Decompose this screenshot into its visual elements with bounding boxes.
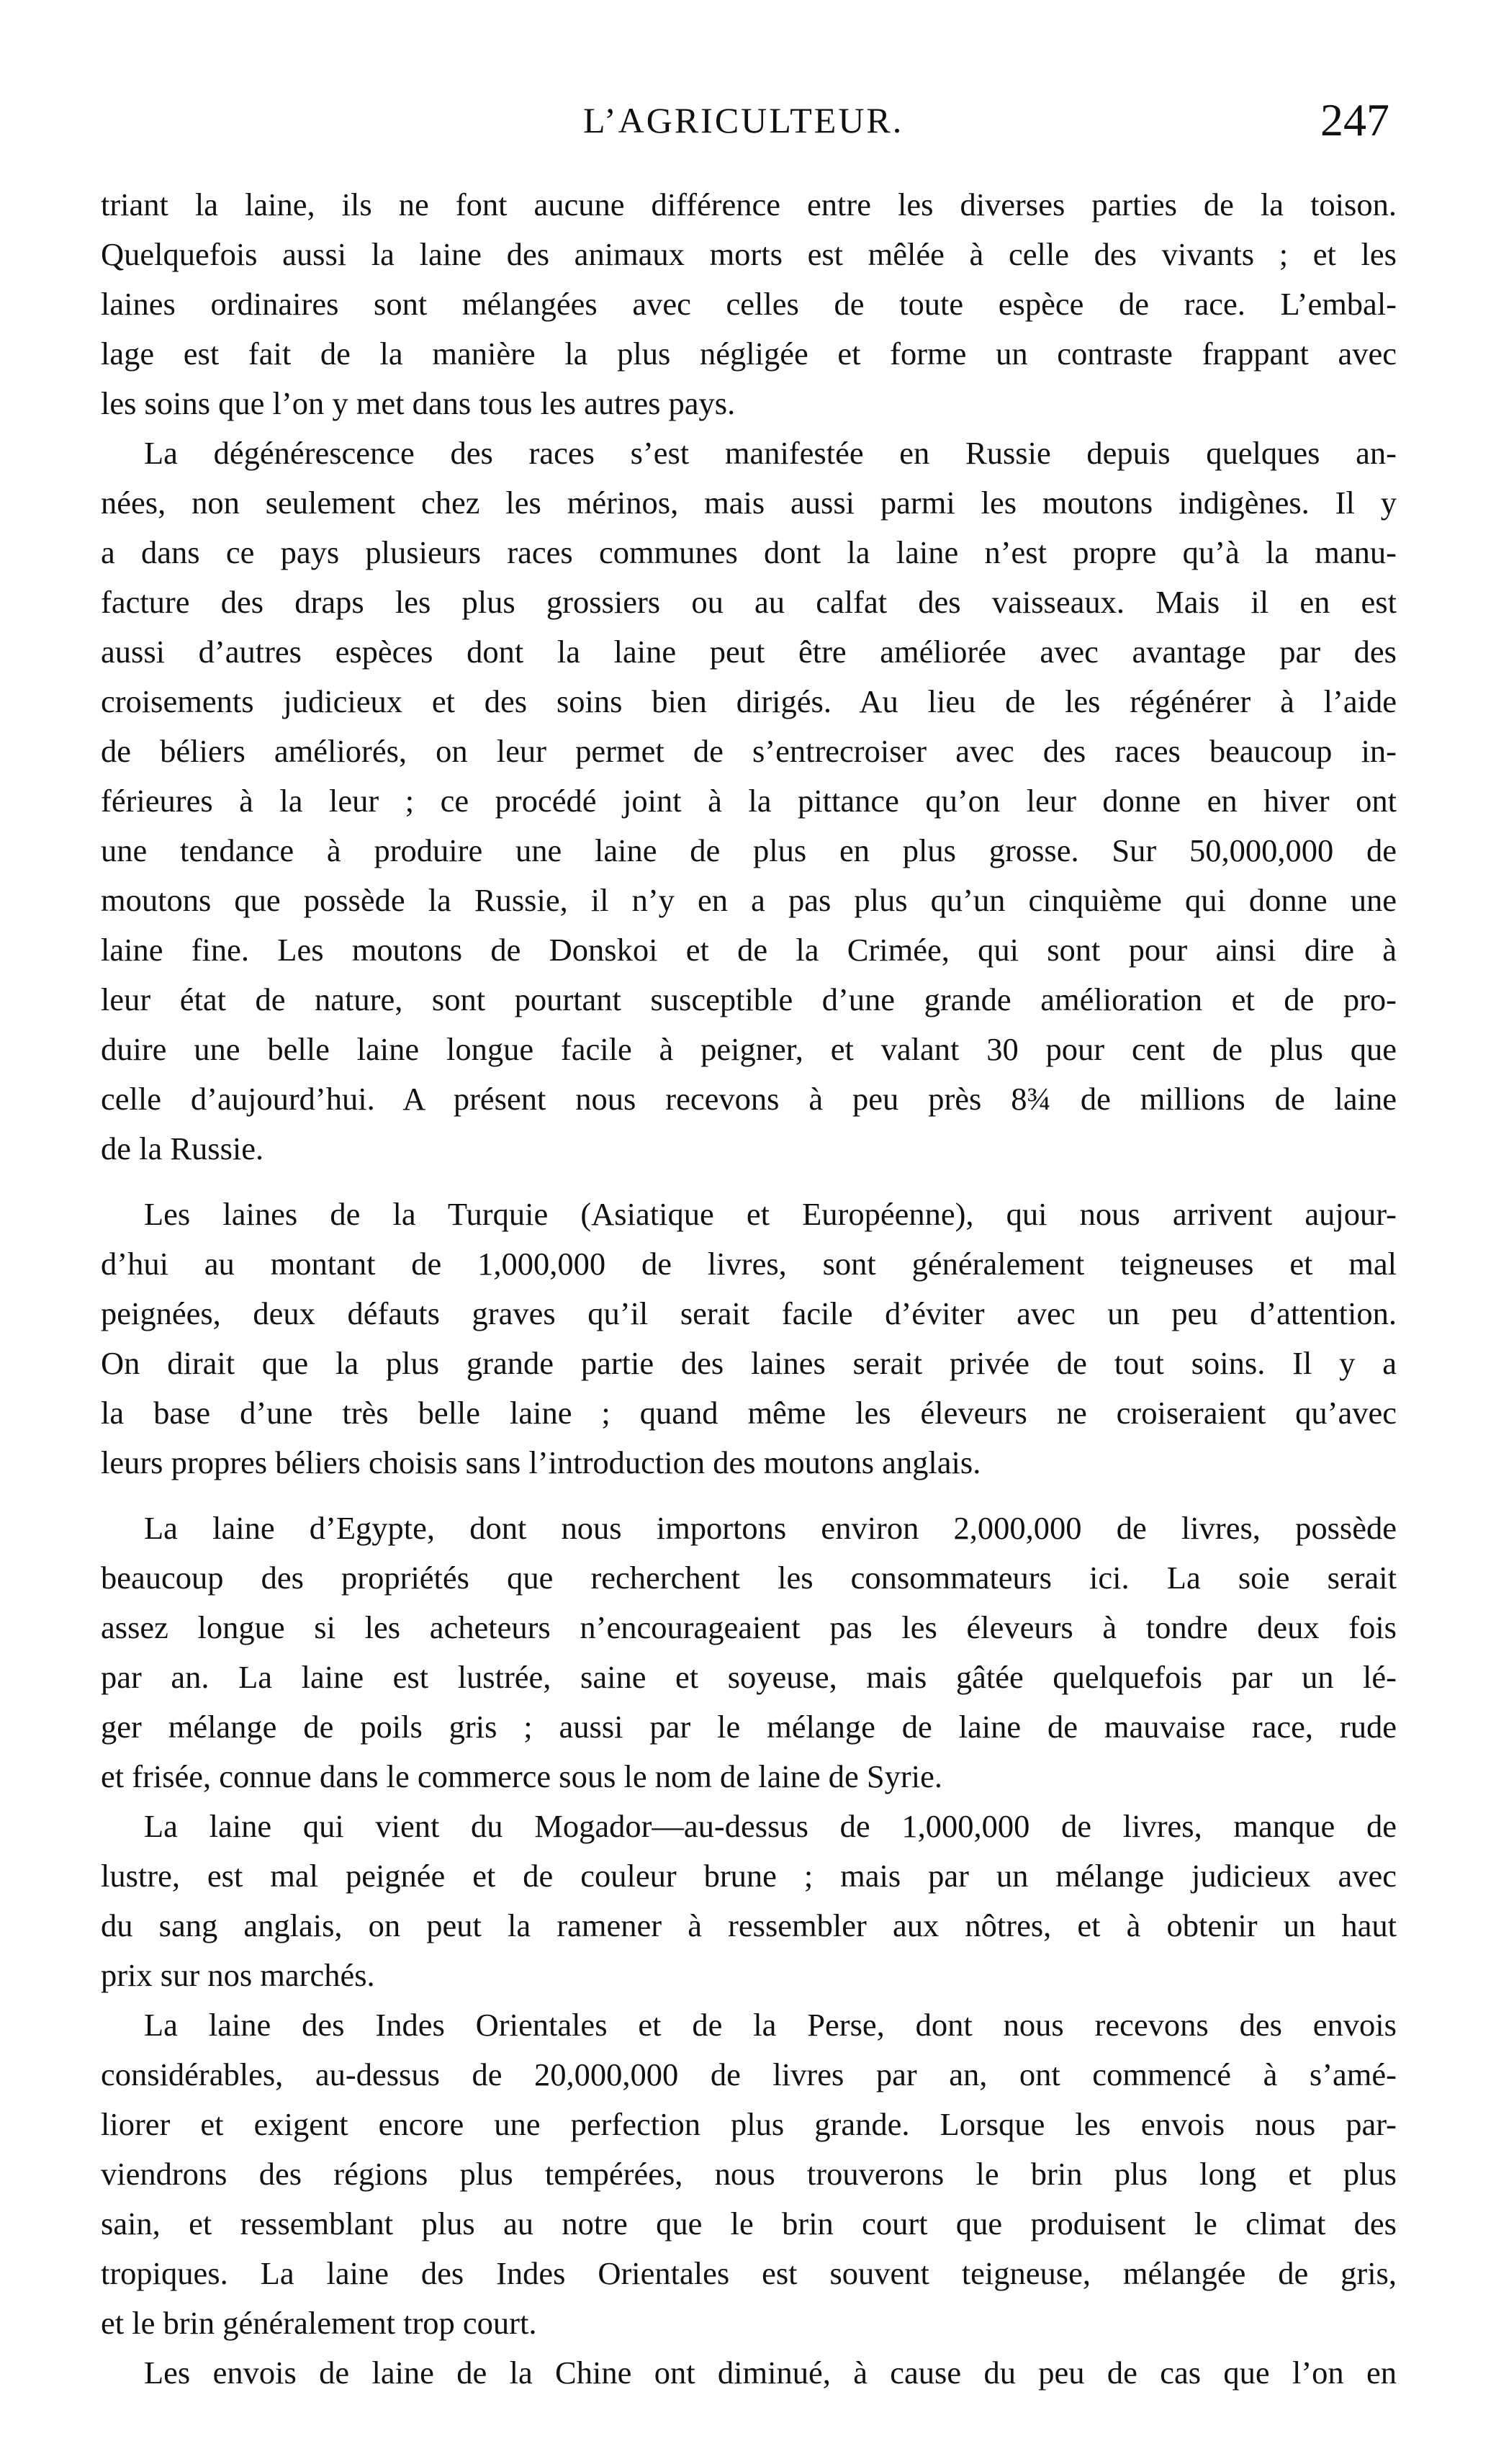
text-line: celle d’aujourd’hui. A présent nous recevons à peu près 8¾ de millions de laine [101,1081,1397,1117]
text-line: tropiques. La laine des Indes Orientales est souvent teigneuse, mélangée de gris, [101,2255,1397,2291]
text-line: d’hui au montant de 1,000,000 de livres, sont généralement teigneuses et mal [101,1246,1397,1282]
text-line: prix sur nos marchés. [101,1957,375,1993]
text-line: leurs propres béliers choisis sans l’introduction des moutons anglais. [101,1444,981,1480]
text-line: par an. La laine est lustrée, saine et soyeuse, mais gâtée quelquefois par un lé- [101,1659,1397,1695]
text-line: laine fine. Les moutons de Donskoi et de la Crimée, qui sont pour ainsi dire à [101,932,1397,968]
text-line: a dans ce pays plusieurs races communes dont la laine n’est propre qu’à la manu- [101,534,1397,570]
text-line: une tendance à produire une laine de plus en plus grosse. Sur 50,000,000 de [101,832,1397,868]
text-line: peignées, deux défauts graves qu’il serait facile d’éviter avec un peu d’attention. [101,1295,1397,1331]
text-line: lage est fait de la manière la plus négligée et forme un contraste frappant avec [101,336,1397,372]
text-line: considérables, au-dessus de 20,000,000 de livres par an, ont commencé à s’amé- [101,2056,1397,2092]
text-line: laines ordinaires sont mélangées avec celles de toute espèce de race. L’embal- [101,286,1397,322]
text-line: La dégénérescence des races s’est manifestée en Russie depuis quelques an- [144,435,1397,471]
text-line: viendrons des régions plus tempérées, nous trouverons le brin plus long et plus [101,2156,1397,2192]
text-line: ger mélange de poils gris ; aussi par le mélange de laine de mauvaise race, rude [101,1709,1397,1745]
text-line: On dirait que la plus grande partie des laines serait privée de tout soins. Il y a [101,1345,1397,1381]
text-line: La laine d’Egypte, dont nous importons environ 2,000,000 de livres, possède [144,1510,1397,1546]
text-line: assez longue si les acheteurs n’encourageaient pas les éleveurs à tondre deux fois [101,1609,1397,1645]
text-line: la base d’une très belle laine ; quand même les éleveurs ne croiseraient qu’avec [101,1395,1397,1431]
text-line: sain, et ressemblant plus au notre que le brin court que produisent le climat des [101,2206,1397,2242]
text-line: de la Russie. [101,1130,264,1166]
body-text [101,180,1397,2398]
text-line: aussi d’autres espèces dont la laine peut être améliorée avec avantage par des [101,634,1397,670]
text-line: facture des draps les plus grossiers ou au calfat des vaisseaux. Mais il en est [101,584,1397,620]
text-line: croisements judicieux et des soins bien dirigés. Au lieu de les régénérer à l’aide [101,683,1397,719]
text-line: Quelquefois aussi la laine des animaux morts est mêlée à celle des vivants ; et les [101,236,1397,272]
text-line: leur état de nature, sont pourtant susceptible d’une grande amélioration et de pro- [101,981,1397,1017]
text-line: nées, non seulement chez les mérinos, mais aussi parmi les moutons indigènes. Il y [101,485,1397,521]
text-line: Les laines de la Turquie (Asiatique et Européenne), qui nous arrivent aujour- [144,1196,1397,1232]
text-line: La laine qui vient du Mogador—au-dessus de 1,000,000 de livres, manque de [144,1808,1397,1844]
page-number: 247 [1320,94,1389,145]
text-line: La laine des Indes Orientales et de la Perse, dont nous recevons des envois [144,2007,1397,2043]
text-line: liorer et exigent encore une perfection plus grande. Lorsque les envois nous par- [101,2106,1397,2142]
running-head [101,94,1389,164]
text-line: de béliers améliorés, on leur permet de s’entrecroiser avec des races beaucoup in- [101,733,1397,769]
text-line: moutons que possède la Russie, il n’y en a pas plus qu’un cinquième qui donne une [101,882,1397,918]
text-line: du sang anglais, on peut la ramener à ressembler aux nôtres, et à obtenir un haut [101,1907,1397,1943]
text-line: Les envois de laine de la Chine ont diminué, à cause du peu de cas que l’on en [144,2355,1397,2391]
text-line: triant la laine, ils ne font aucune différence entre les diverses parties de la toison. [101,186,1397,222]
text-line: les soins que l’on y met dans tous les autres pays. [101,385,736,421]
text-line: lustre, est mal peignée et de couleur brune ; mais par un mélange judicieux avec [101,1858,1397,1894]
text-line: férieures à la leur ; ce procédé joint à la pittance qu’on leur donne en hiver ont [101,783,1397,819]
text-line: beaucoup des propriétés que recherchent les consommateurs ici. La soie serait [101,1560,1397,1596]
text-line: duire une belle laine longue facile à peigner, et valant 30 pour cent de plus que [101,1031,1397,1067]
running-title: L’AGRICULTEUR. [583,100,904,140]
text-line: et le brin généralement trop court. [101,2305,537,2341]
text-line: et frisée, connue dans le commerce sous le nom de laine de Syrie. [101,1758,942,1794]
